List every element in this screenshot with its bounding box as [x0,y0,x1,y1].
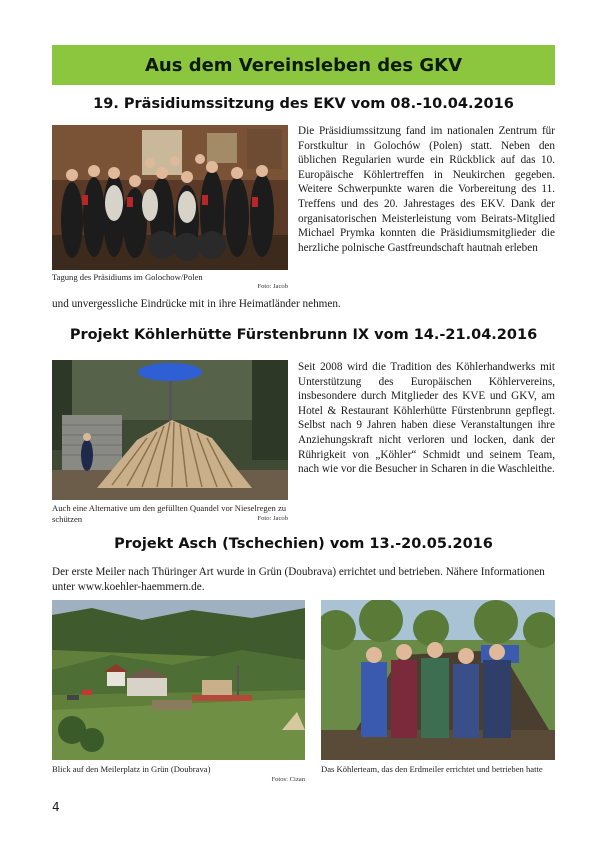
section3-text: Der erste Meiler nach Thüringer Art wurde in Grün (Doubrava) errichtet und betrieben. Nähere Informationen unter www.koehler-haemmern.de. [52,566,545,593]
section3-heading: Projekt Asch (Tschechien) vom 13.-20.05.2016 [114,536,493,552]
banner-title: Aus dem Vereinsleben des GKV [144,54,463,76]
section2-photo-credit: Foto: Jacob [257,515,288,522]
section3-caption-left: Blick auf den Meilerplatz in Grün (Doubrava) [52,764,211,774]
section1-caption: Tagung des Präsidiums im Golochow/Polen [52,272,203,282]
page-number: 4 [52,800,60,814]
section1-photo-credit: Foto: Jacob [257,283,288,290]
photo-charcoal-team [321,600,555,760]
section2-heading: Projekt Köhlerhütte Fürstenbrunn IX vom 14.-21.04.2016 [69,327,538,343]
section1-heading: 19. Präsidiumssitzung des EKV vom 08.-10.04.2016 [93,96,514,112]
section3-caption-right: Das Köhlerteam, das den Erdmeiler errichtet und betrieben hatte [321,764,543,774]
photo-meiler-site [52,600,305,760]
photo-charcoal-pile [52,360,288,500]
section3-photo-credit: Fotos: Cizan [271,776,305,783]
section2-text: Seit 2008 wird die Tradition des Köhlerhandwerks mit Unterstützung des Europäischen Köhlervereins, insbesondere durch Mitglieder des KVE und GKV, am Hotel & Restaurant Köhlerhütte Fürstenbrunn gepflegt. Selbst nach 9 Jahren haben diese Veranstaltungen ihre Anziehungskraft nicht verloren und locken, dank der Rührigkeit von „Köhler“ Schmidt und seinem Team, nach wie vor die Besucher in Scharen in die Waschleithe. [298,361,555,476]
section1-text-continued: und unvergessliche Eindrücke mit in ihre Heimatländer nehmen. [52,298,341,310]
photo-presidium-group [52,125,288,270]
section-banner [52,45,555,85]
section1-text: Die Präsidiumssitzung fand im nationalen Zentrum für Forstkultur in Golochów (Polen) statt. Neben den üblichen Regularien wurde ein Rückblick auf das 10. Europäische Köhlertreffen in Neukirchen gegeben. Weitere Schwerpunkte waren die Vorbereitung des 11. Treffens und des 20. Jahrestages des EKV. Dank der organisatorischen Meisterleistung vom Beirats-Mitglied Michael Prymka konnten die Präsidiumsmitglieder die herzliche polnische Gastfreundschaft hautnah erleben [298,125,555,254]
section2-caption: Auch eine Alternative um den gefüllten Quandel vor Nieselregen zu schützen [52,503,287,524]
